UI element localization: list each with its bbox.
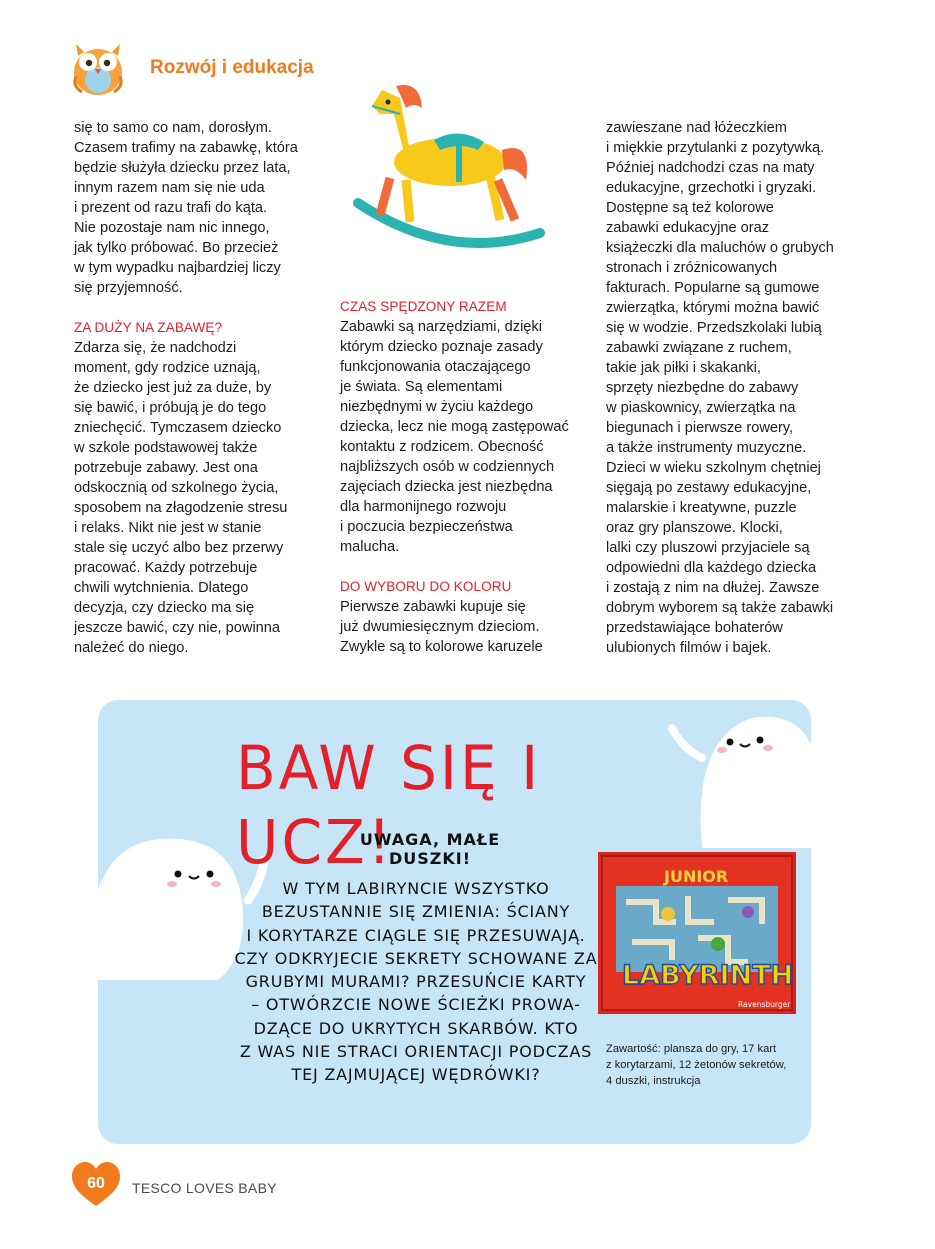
text-line: przedstawiające bohaterów <box>606 620 783 636</box>
text-line: i miękkie przytulanki z pozytywką. <box>606 140 825 156</box>
contents-line: Zawartość: plansza do gry, 17 kart <box>606 1043 777 1055</box>
promo-title: BAW SIĘ I UCZ! <box>236 732 542 878</box>
page-number: 60 <box>87 1175 105 1192</box>
text-line: Zwykle są to kolorowe karuzele <box>340 639 543 655</box>
text-line: dziecka, lecz nie mogą zastępować <box>340 419 569 435</box>
text-line: książeczki dla maluchów o grubych <box>606 240 834 256</box>
text-line: Czasem trafimy na zabawkę, która <box>74 140 298 156</box>
box-title-top: JUNIOR <box>664 867 729 886</box>
labyrinth-game-box <box>598 852 796 1014</box>
promo-line: Z WAS NIE STRACI ORIENTACJI PODCZAS <box>239 1042 593 1062</box>
promo-line: – OTWÓRZCIE NOWE ŚCIEŻKI PROWA- <box>251 995 581 1015</box>
text-line: kontaktu z rodzicem. Obecność <box>340 439 544 455</box>
text-line: zabawki edukacyjne oraz <box>606 220 770 236</box>
text-line: moment, gdy rodzice uznają, <box>74 360 261 376</box>
promo-line: DZĄCE DO UKRYTYCH SKARBÓW. KTO <box>253 1018 579 1038</box>
text-line: odskocznią od szkolnego życia, <box>74 480 279 496</box>
promo-line: GRUBYMI MURAMI? PRZESUŃCIE KARTY <box>245 972 587 992</box>
text-line: je świata. Są elementami <box>340 379 503 395</box>
text-line: że dziecko jest już za duże, by <box>74 380 272 396</box>
ghost-icon <box>662 698 822 858</box>
text-line: dobrym wyborem są także zabawki <box>606 600 834 616</box>
promo-line: CZY ODKRYJECIE SEKRETY SCHOWANE ZA <box>234 948 598 968</box>
text-line: sposobem na złagodzenie stresu <box>74 500 288 516</box>
text-line: najbliższych osób w codziennych <box>340 459 555 475</box>
promo-line: TEJ ZAJMUJĄCEJ WĘDRÓWKI? <box>291 1065 541 1085</box>
text-line: a także instrumenty muzyczne. <box>606 440 807 456</box>
text-line: w szkole podstawowej także <box>74 440 258 456</box>
text-line: Pierwsze zabawki kupuje się <box>340 599 526 615</box>
promo-subtitle: UWAGA, MAŁE DUSZKI! <box>359 830 501 868</box>
text-line: w tym wypadku najbardziej liczy <box>74 260 281 276</box>
text-line: odpowiedni dla każdego dziecka <box>606 560 817 576</box>
text-line: edukacyjne, grzechotki i gryzaki. <box>606 180 817 196</box>
text-line: już dwumiesięcznym dzieciom. <box>340 619 540 635</box>
text-line: lalki czy pluszowi przyjaciele są <box>606 540 810 556</box>
text-line: ulubionych filmów i bajek. <box>606 640 772 656</box>
text-line: zawieszane nad łóżeczkiem <box>606 120 787 136</box>
text-line: pracować. Każdy potrzebuje <box>74 560 258 576</box>
text-line: stale się uczyć albo bez przerwy <box>74 540 284 556</box>
text-line: się to samo co nam, dorosłym. <box>74 120 272 136</box>
text-line: i zostają z nim na dłużej. Zawsze <box>606 580 820 596</box>
text-line: Dzieci w wieku szkolnym chętniej <box>606 460 821 476</box>
text-line: i relaks. Nikt nie jest w stanie <box>74 520 262 536</box>
section-title: Rozwój i edukacja <box>150 57 314 78</box>
article-column-3 <box>606 118 861 658</box>
text-line: się w wodzie. Przedszkolaki lubią <box>606 320 822 336</box>
text-line: zwierzątka, którymi można bawić <box>606 300 820 316</box>
text-line: niezbędnymi w życiu każdego <box>340 399 534 415</box>
text-line: Zdarza się, że nadchodzi <box>74 340 237 356</box>
text-line: Nie pozostaje nam nic innego, <box>74 220 270 236</box>
text-line: oraz gry planszowe. Klocki, <box>606 520 783 536</box>
text-line: zajęciach dziecka jest niezbędna <box>340 479 553 495</box>
footer-brand: TESCO LOVES BABY <box>132 1180 277 1196</box>
box-brand: Ravensburger <box>738 1000 791 1009</box>
article-column-1 <box>74 118 324 658</box>
promo-line: I KORYTARZE CIĄGLE SIĘ PRZESUWAJĄ. <box>246 925 586 945</box>
text-line: którym dziecko poznaje zasady <box>340 339 543 355</box>
text-line: Zabawki są narzędziami, dzięki <box>340 319 542 335</box>
text-line: sięgają po zestawy edukacyjne, <box>606 480 812 496</box>
text-line: biegunach i pierwsze rowery, <box>606 420 794 436</box>
text-line: innym razem nam się nie uda <box>74 180 265 196</box>
rocking-horse-icon <box>350 70 545 255</box>
subheading-do-wyboru: DO WYBORU DO KOLORU <box>340 579 512 594</box>
text-line: chwili wytchnienia. Dlatego <box>74 580 249 596</box>
contents-line: 4 duszki, instrukcja <box>606 1075 701 1087</box>
promo-line: BEZUSTANNIE SIĘ ZMIENIA: ŚCIANY <box>261 902 571 922</box>
text-line: Później nadchodzi czas na maty <box>606 160 815 176</box>
text-line: należeć do niego. <box>74 640 189 656</box>
text-line: zniechęcić. Tymczasem dziecko <box>74 420 282 436</box>
text-line: stronach i zróżnicowanych <box>606 260 778 276</box>
text-line: fakturach. Popularne są gumowe <box>606 280 820 296</box>
text-line: dla harmonijnego rozwoju <box>340 499 507 515</box>
promo-body <box>232 877 600 1087</box>
text-line: jeszcze bawić, czy nie, powinna <box>74 620 281 636</box>
text-line: w piaskownicy, zwierzątka na <box>606 400 796 416</box>
text-line: takie jak piłki i skakanki, <box>606 360 761 376</box>
text-line: jak tylko próbować. Bo przecież <box>74 240 279 256</box>
text-line: zabawki związane z ruchem, <box>606 340 792 356</box>
product-contents <box>606 1041 806 1089</box>
text-line: się przyjemność. <box>74 280 183 296</box>
text-line: i poczucia bezpieczeństwa <box>340 519 513 535</box>
box-title: LABYRINTH <box>622 960 794 991</box>
article-column-2 <box>340 297 585 657</box>
subheading-czas-spedzony: CZAS SPĘDZONY RAZEM <box>340 299 507 314</box>
text-line: malucha. <box>340 539 400 555</box>
text-line: funkcjonowania otaczającego <box>340 359 531 375</box>
text-line: potrzebuje zabawy. Jest ona <box>74 460 258 476</box>
text-line: i prezent od razu trafi do kąta. <box>74 200 268 216</box>
text-line: Dostępne są też kolorowe <box>606 200 774 216</box>
owl-icon <box>70 36 126 96</box>
promo-line: W TYM LABIRYNCIE WSZYSTKO <box>282 879 550 898</box>
text-line: będzie służyła dziecku przez lata, <box>74 160 291 176</box>
text-line: decyzja, czy dziecko ma się <box>74 600 255 616</box>
contents-line: z korytarzami, 12 żetonów sekretów, <box>606 1059 787 1071</box>
subheading-za-duzy: ZA DUŻY NA ZABAWĘ? <box>74 320 223 335</box>
text-line: sprzęty niezbędne do zabawy <box>606 380 799 396</box>
text-line: się bawić, i próbują je do tego <box>74 400 267 416</box>
text-line: malarskie i kreatywne, puzzle <box>606 500 797 516</box>
